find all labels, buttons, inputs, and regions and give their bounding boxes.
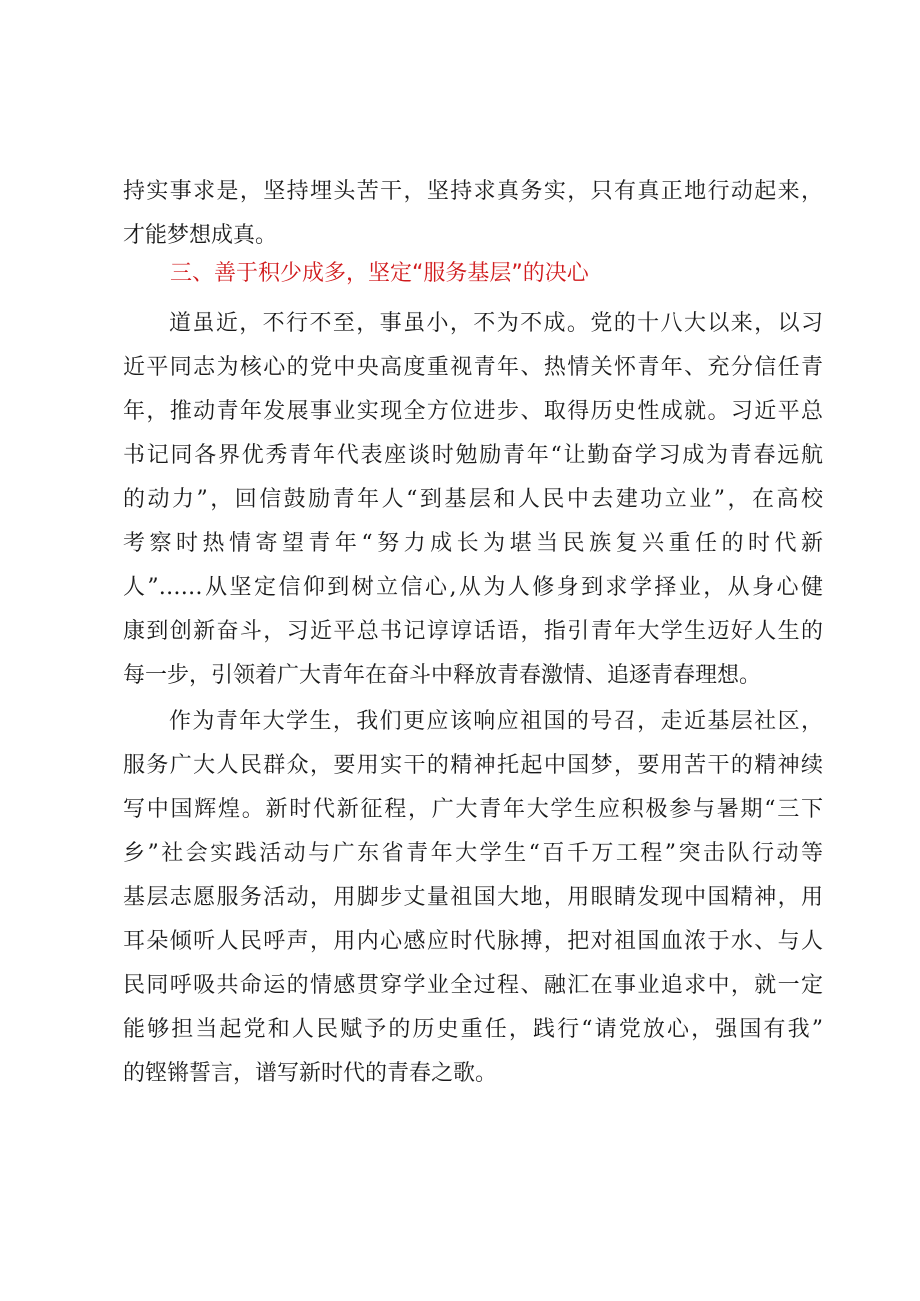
continuation-paragraph xyxy=(123,170,823,258)
paragraph-line: 的铿锵誓言，谱写新时代的青春之歌。 xyxy=(123,1061,498,1086)
paragraph-line: 每一步，引领着广大青年在奋斗中释放青春激情、追逐青春理想。 xyxy=(123,663,762,688)
paragraph-line: 的动力”，回信鼓励青年人“到基层和人民中去建功立业”，在高校 xyxy=(123,487,823,512)
paragraph-line: 耳朵倾听人民呼声，用内心感应时代脉搏，把对祖国血浓于水、与人 xyxy=(123,929,823,954)
paragraph-line: 年，推动青年发展事业实现全方位进步、取得历史性成就。习近平总 xyxy=(123,399,823,424)
paragraph-line: 基层志愿服务活动，用脚步丈量祖国大地，用眼睛发现中国精神，用 xyxy=(123,885,823,910)
paragraph-line: 作为青年大学生，我们更应该响应祖国的号召，走近基层社区， xyxy=(169,709,823,734)
paragraph-line: 考察时热情寄望青年“努力成长为堪当民族复兴重任的时代新 xyxy=(123,531,823,556)
paragraph-line: 写中国辉煌。新时代新征程，广大青年大学生应积极参与暑期“三下 xyxy=(123,797,823,822)
paragraph-line: 民同呼吸共命运的情感贯穿学业全过程、融汇在事业追求中，就一定 xyxy=(123,973,823,998)
paragraph-line: 能够担当起党和人民赋予的历史重任，践行“请党放心，强国有我” xyxy=(123,1017,823,1042)
paragraph-line: 才能梦想成真。 xyxy=(123,223,278,248)
paragraph-line: 服务广大人民群众，要用实干的精神托起中国梦，要用苦干的精神续 xyxy=(123,753,823,778)
paragraph-2 xyxy=(123,700,823,1096)
paragraph-line: 近平同志为核心的党中央高度重视青年、热情关怀青年、充分信任青 xyxy=(123,355,823,380)
section-heading: 三、善于积少成多，坚定“服务基层”的决心 xyxy=(170,261,589,286)
paragraph-line: 康到创新奋斗，习近平总书记谆谆话语，指引青年大学生迈好人生的 xyxy=(123,619,823,644)
paragraph-line: 乡”社会实践活动与广东省青年大学生“百千万工程”突击队行动等 xyxy=(123,841,823,866)
paragraph-1 xyxy=(123,302,823,698)
paragraph-line: 持实事求是，坚持埋头苦干，坚持求真务实，只有真正地行动起来， xyxy=(123,179,823,204)
paragraph-line: 人”……从坚定信仰到树立信心,从为人修身到求学择业，从身心健 xyxy=(123,575,823,600)
paragraph-line: 书记同各界优秀青年代表座谈时勉励青年“让勤奋学习成为青春远航 xyxy=(123,443,823,468)
paragraph-line: 道虽近，不行不至，事虽小，不为不成。党的十八大以来，以习 xyxy=(169,311,823,336)
